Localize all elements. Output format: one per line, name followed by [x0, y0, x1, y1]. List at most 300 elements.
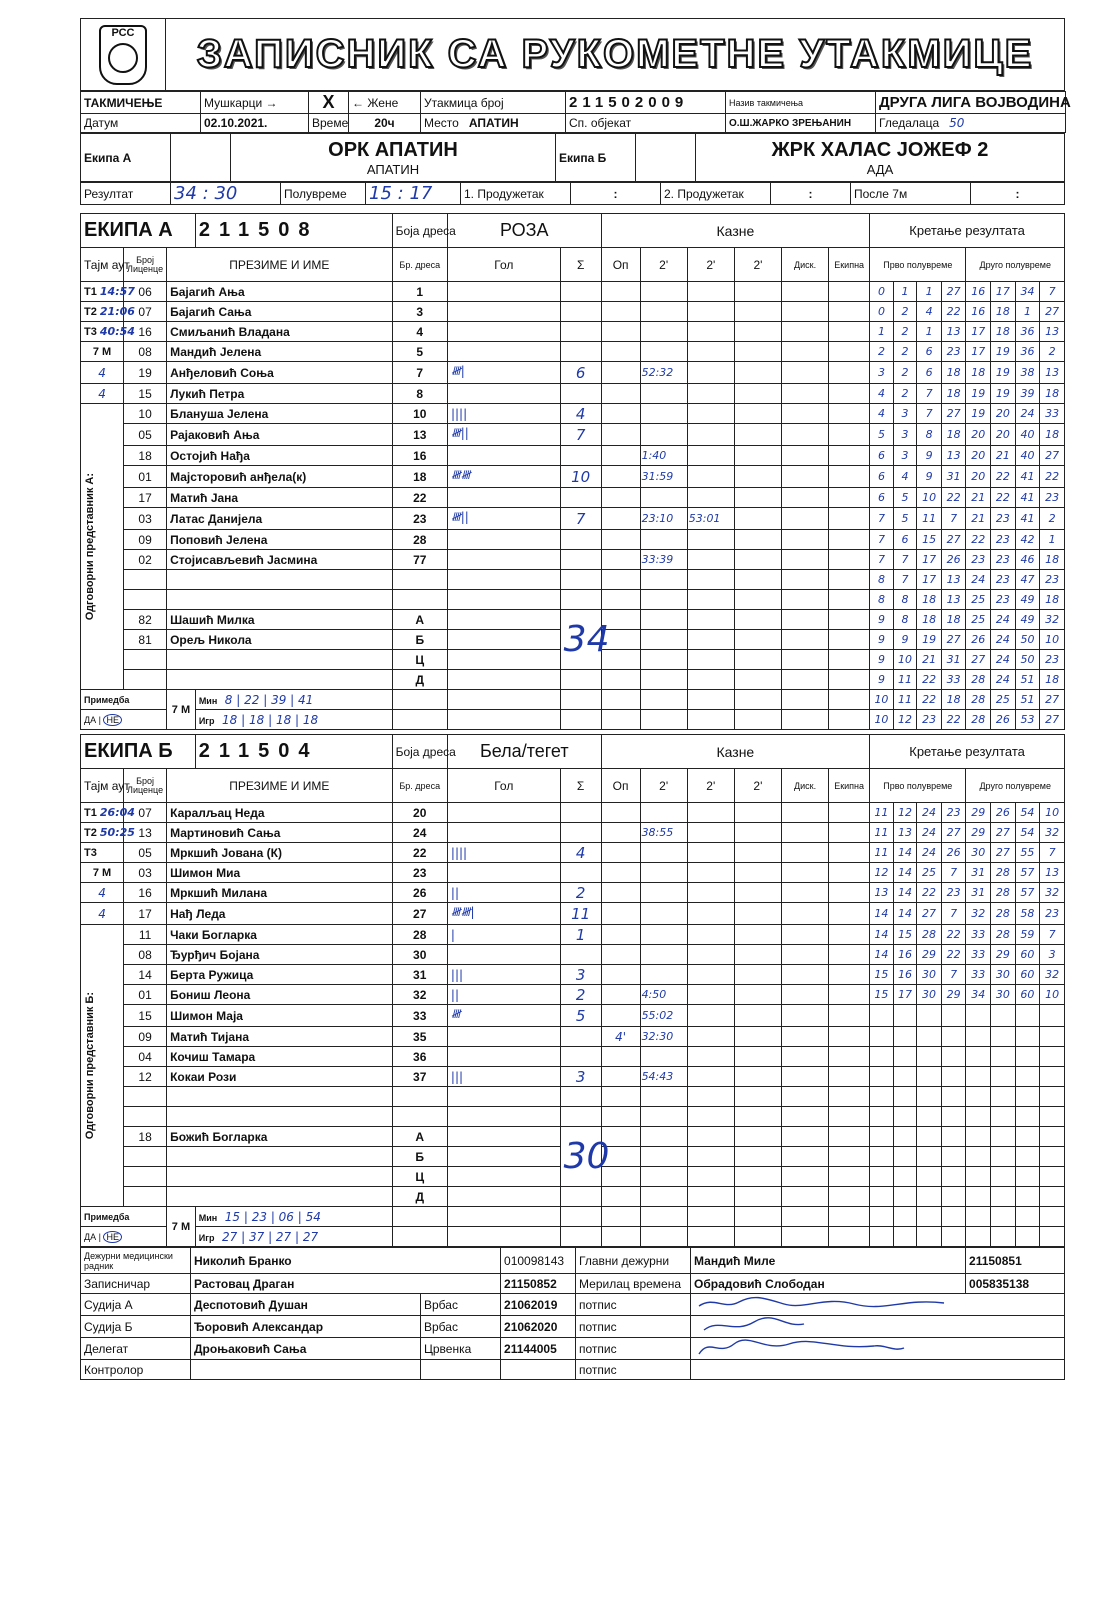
- goal-tally: [447, 322, 560, 342]
- ref-b-label: Судија Б: [81, 1316, 191, 1338]
- score-flow-cell: 12: [893, 803, 917, 823]
- timeout-slot: T3 40:54: [81, 322, 124, 342]
- score-flow-cell: 27: [966, 650, 991, 670]
- score-flow-cell: [917, 1087, 942, 1107]
- disqualification: [781, 1087, 828, 1107]
- score-flow-cell: 2: [893, 342, 917, 362]
- score-flow-cell: 11: [893, 690, 917, 710]
- disqualification: [782, 610, 829, 630]
- player-name: Кочиш Тамара: [167, 1047, 392, 1067]
- goal-tally: [447, 1047, 560, 1067]
- timeout-slot: T3: [81, 843, 124, 863]
- score-flow-cell: [1015, 1167, 1040, 1187]
- goal-tally: [447, 384, 560, 404]
- warning: [601, 985, 640, 1005]
- sum-header: Σ: [560, 769, 601, 803]
- score-flow-cell: 10: [1040, 803, 1065, 823]
- suspension-2: 53:01: [687, 508, 734, 530]
- score-flow-cell: 30: [966, 843, 991, 863]
- goal-tally: [447, 590, 560, 610]
- team-penalty: [829, 570, 870, 590]
- score-flow-cell: 28: [966, 670, 991, 690]
- suspension-2: [687, 650, 734, 670]
- goal-sum: [560, 282, 601, 302]
- score-flow-cell: 6: [870, 466, 894, 488]
- note-cell: [560, 710, 601, 730]
- score-flow-cell: [1040, 1027, 1065, 1047]
- team-penalty: [829, 446, 870, 466]
- match-no-label: Утакмица број: [421, 92, 566, 114]
- title-table: [80, 18, 1065, 91]
- goal-tally: |: [447, 925, 560, 945]
- medic-label: Дежурни медицински радник: [81, 1248, 191, 1274]
- score-flow-cell: [893, 1087, 917, 1107]
- jersey-header: Бр. дреса: [392, 248, 447, 282]
- score-flow-cell: 11: [870, 803, 894, 823]
- score-flow-cell: 1: [917, 282, 942, 302]
- score-flow-cell: 55: [1015, 843, 1040, 863]
- score-flow-cell: [1040, 1227, 1065, 1247]
- venue-value: О.Ш.ЖАРКО ЗРЕЊАНИН: [726, 114, 876, 133]
- jersey-number: 28: [392, 530, 447, 550]
- score-flow-cell: 1: [917, 322, 942, 342]
- score-flow-cell: [870, 1167, 894, 1187]
- disqualification: [782, 384, 829, 404]
- delegate-name: Дроњаковић Сања: [191, 1338, 421, 1360]
- score-flow-cell: [991, 1047, 1016, 1067]
- score-flow-header: Кретање резултата: [870, 214, 1065, 248]
- score-flow-cell: 23: [1040, 903, 1065, 925]
- license-number: 16: [124, 883, 167, 903]
- team-penalty: [829, 282, 870, 302]
- score-flow-cell: 22: [941, 925, 966, 945]
- warning: [601, 1087, 640, 1107]
- score-flow-cell: [941, 1147, 966, 1167]
- note-cell: [392, 690, 447, 710]
- score-flow-cell: 32: [1040, 823, 1065, 843]
- suspension-3: [734, 965, 781, 985]
- score-flow-cell: [917, 1227, 942, 1247]
- score-flow-cell: [1015, 1047, 1040, 1067]
- team-penalty: [829, 384, 870, 404]
- note-label: Примедба: [81, 690, 167, 710]
- spectators: Гледалаца 50: [876, 114, 1066, 133]
- sevenm-count: 4: [81, 883, 124, 903]
- score-flow-cell: 9: [870, 610, 894, 630]
- player-name: Стојисављевић Јасмина: [167, 550, 393, 570]
- goal-sum: 7: [560, 424, 601, 446]
- suspension-2: [687, 1167, 734, 1187]
- suspension-3: [734, 322, 781, 342]
- score-flow-cell: 15: [893, 925, 917, 945]
- score-flow-cell: 8: [870, 570, 894, 590]
- note-cell: [447, 1207, 560, 1227]
- team-penalty: [829, 530, 870, 550]
- team-penalty: [829, 803, 870, 823]
- score-flow-cell: 17: [917, 550, 942, 570]
- score-flow-cell: 17: [966, 342, 991, 362]
- team-code: 211504: [195, 735, 392, 769]
- team-penalty: [829, 670, 870, 690]
- goal-sum: [560, 530, 601, 550]
- score-flow-cell: 23: [991, 508, 1016, 530]
- score-flow-cell: 26: [941, 550, 966, 570]
- suspension-3: [734, 985, 781, 1005]
- suspension-1: [640, 610, 687, 630]
- suspension-1: [640, 803, 687, 823]
- score-flow-cell: 6: [917, 342, 942, 362]
- license-number: [124, 570, 167, 590]
- score-flow-cell: 0: [870, 302, 894, 322]
- suspension-1: [640, 282, 687, 302]
- score-flow-cell: 57: [1015, 883, 1040, 903]
- score-flow-cell: 22: [917, 670, 942, 690]
- goal-sum: [560, 823, 601, 843]
- score-flow-cell: 17: [966, 322, 991, 342]
- score-flow-cell: 22: [941, 945, 966, 965]
- two2-header: 2': [687, 248, 734, 282]
- suspension-1: 4:50: [640, 985, 687, 1005]
- goal-tally: [447, 282, 560, 302]
- score-flow-cell: 11: [917, 508, 942, 530]
- jersey-number: 26: [392, 883, 447, 903]
- score-flow-cell: 3: [870, 362, 894, 384]
- timeout-slot: T1 14:57: [81, 282, 124, 302]
- second-half-header: Друго полувреме: [966, 248, 1065, 282]
- score-flow-cell: 16: [966, 302, 991, 322]
- disqualification: [781, 985, 828, 1005]
- score-flow-cell: 22: [941, 710, 966, 730]
- goal-tally: [447, 446, 560, 466]
- score-flow-cell: 23: [941, 883, 966, 903]
- jersey-color: РОЗА: [447, 214, 601, 248]
- score-flow-cell: 24: [1015, 404, 1040, 424]
- score-flow-cell: 17: [893, 985, 917, 1005]
- warning: [601, 945, 640, 965]
- score-flow-cell: [991, 1107, 1016, 1127]
- note-cell: [687, 1207, 734, 1227]
- officials-label-cell: [81, 925, 124, 1207]
- score-flow-cell: [1015, 1127, 1040, 1147]
- player-name: Мартиновић Сања: [167, 823, 392, 843]
- score-flow-cell: [1040, 1047, 1065, 1067]
- player-name: Мандић Јелена: [167, 342, 393, 362]
- score-flow-cell: 36: [1015, 322, 1040, 342]
- medic-name: Николић Бранко: [191, 1248, 501, 1274]
- score-flow-cell: 13: [870, 883, 894, 903]
- scorer-license: 21150852: [501, 1274, 576, 1294]
- goal-tally: [447, 1127, 560, 1147]
- score-flow-cell: 26: [941, 843, 966, 863]
- note-cell: [640, 690, 687, 710]
- score-flow-cell: 7: [917, 404, 942, 424]
- team-penalty: [829, 965, 870, 985]
- disqualification: [781, 823, 828, 843]
- name-header: ПРЕЗИМЕ И ИМЕ: [167, 248, 393, 282]
- license-number: [124, 650, 167, 670]
- goal-sum: 3: [560, 1067, 601, 1087]
- team-b-name: ЖРК ХАЛАС ЈОЖЕФ 2 АДА: [696, 134, 1065, 182]
- score-flow-cell: 20: [966, 446, 991, 466]
- goal-header: Гол: [447, 248, 560, 282]
- score-flow-cell: 10: [1040, 985, 1065, 1005]
- warning: [601, 362, 640, 384]
- goal-sum: [560, 342, 601, 362]
- score-flow-cell: [917, 1127, 942, 1147]
- suspension-3: [734, 610, 781, 630]
- jersey-number: 20: [392, 803, 447, 823]
- score-flow-cell: 50: [1015, 630, 1040, 650]
- suspension-2: [687, 1127, 734, 1147]
- score-flow-cell: 27: [941, 530, 966, 550]
- note-cell: [601, 710, 640, 730]
- disqualification: [781, 1067, 828, 1087]
- score-flow-cell: 14: [893, 903, 917, 925]
- score-flow-cell: 17: [917, 570, 942, 590]
- team-penalty: [829, 404, 870, 424]
- score-flow-cell: 32: [1040, 883, 1065, 903]
- score-flow-cell: [870, 1187, 894, 1207]
- score-flow-cell: [917, 1107, 942, 1127]
- suspension-3: [734, 1005, 781, 1027]
- score-flow-cell: 2: [1040, 508, 1065, 530]
- score-flow-cell: 4: [870, 404, 894, 424]
- disqualification: [781, 883, 828, 903]
- score-flow-cell: [1015, 1227, 1040, 1247]
- controller-city: [421, 1360, 501, 1380]
- goal-tally: [447, 823, 560, 843]
- date-value: 02.10.2021.: [201, 114, 309, 133]
- jersey-number: 4: [392, 322, 447, 342]
- score-flow-cell: 18: [1040, 670, 1065, 690]
- goal-sum: [560, 1027, 601, 1047]
- disqualification: [782, 322, 829, 342]
- suspension-2: [687, 530, 734, 550]
- score-flow-cell: 27: [991, 843, 1016, 863]
- chief-label: Главни дежурни: [576, 1248, 691, 1274]
- goal-sum: [560, 1047, 601, 1067]
- score-flow-cell: [1040, 1067, 1065, 1087]
- score-flow-cell: [941, 1207, 966, 1227]
- warning: [601, 570, 640, 590]
- match-info-table: [80, 91, 1071, 133]
- score-flow-cell: 23: [991, 550, 1016, 570]
- signature-icon: [694, 1338, 954, 1356]
- ot1-score: :: [571, 183, 661, 205]
- goal-sum: [560, 590, 601, 610]
- team-penalty: [829, 945, 870, 965]
- score-flow-cell: 24: [991, 650, 1016, 670]
- score-flow-cell: 8: [893, 590, 917, 610]
- score-flow-cell: 9: [893, 630, 917, 650]
- goal-header: Гол: [447, 769, 560, 803]
- score-flow-cell: 20: [991, 404, 1016, 424]
- suspension-2: [687, 823, 734, 843]
- goal-tally: 𝍸|: [447, 362, 560, 384]
- score-flow-cell: 22: [991, 488, 1016, 508]
- score-flow-cell: [893, 1227, 917, 1247]
- jersey-number: 3: [392, 302, 447, 322]
- note-cell: [734, 690, 781, 710]
- player-name: [167, 570, 393, 590]
- score-flow-cell: 7: [941, 863, 966, 883]
- suspension-2: [687, 803, 734, 823]
- goal-tally: 𝍸||: [447, 424, 560, 446]
- suspension-1: 52:32: [640, 362, 687, 384]
- suspension-3: [734, 530, 781, 550]
- score-flow-cell: 49: [1015, 590, 1040, 610]
- score-flow-cell: 7: [1040, 925, 1065, 945]
- score-flow-cell: 2: [870, 342, 894, 362]
- goal-tally: [447, 302, 560, 322]
- score-flow-cell: 11: [893, 670, 917, 690]
- score-flow-cell: 18: [1040, 590, 1065, 610]
- suspension-3: [734, 590, 781, 610]
- score-flow-cell: 23: [991, 570, 1016, 590]
- ot2-score: :: [771, 183, 851, 205]
- delegate-signature: [691, 1338, 1065, 1360]
- note-cell: [601, 690, 640, 710]
- score-flow-cell: [991, 1027, 1016, 1047]
- suspension-3: [734, 945, 781, 965]
- jersey-number: 27: [392, 903, 447, 925]
- score-flow-cell: 9: [870, 650, 894, 670]
- score-flow-cell: 22: [917, 883, 942, 903]
- ot1-label: 1. Продужетак: [461, 183, 571, 205]
- sevenm-count: 4: [81, 362, 124, 384]
- player-name: [167, 650, 393, 670]
- goal-sum: 5: [560, 1005, 601, 1027]
- team-penalty: [829, 322, 870, 342]
- suspension-1: 38:55: [640, 823, 687, 843]
- goal-sum: [560, 1087, 601, 1107]
- score-flow-cell: [893, 1005, 917, 1027]
- timeout-slot: T1 26:04: [81, 803, 124, 823]
- score-flow-cell: [991, 1005, 1016, 1027]
- teams-table: [80, 133, 1065, 182]
- team-penalty: [829, 1067, 870, 1087]
- score-flow-cell: [870, 1087, 894, 1107]
- timer-label: Мерилац времена: [576, 1274, 691, 1294]
- warning: [601, 508, 640, 530]
- goal-sum: [560, 670, 601, 690]
- player-name: Шимон Миа: [167, 863, 392, 883]
- score-flow-cell: 27: [941, 282, 966, 302]
- score-flow-cell: 6: [893, 530, 917, 550]
- sevenm-label: 7 М: [81, 863, 124, 883]
- suspension-3: [734, 650, 781, 670]
- score-flow-cell: [966, 1107, 991, 1127]
- venue-label: Сп. објекат: [566, 114, 726, 133]
- license-number: 19: [124, 362, 167, 384]
- note-cell: [829, 710, 870, 730]
- team-penalty: [829, 843, 870, 863]
- score-flow-cell: 8: [893, 610, 917, 630]
- jersey-number: 1: [392, 282, 447, 302]
- score-flow-cell: 2: [893, 384, 917, 404]
- warning: [601, 550, 640, 570]
- two3-header: 2': [734, 769, 781, 803]
- score-flow-cell: 30: [917, 965, 942, 985]
- suspension-3: [734, 1107, 781, 1127]
- score-flow-cell: 28: [966, 710, 991, 730]
- suspension-2: [687, 863, 734, 883]
- score-flow-cell: 13: [1040, 322, 1065, 342]
- score-flow-cell: 7: [941, 903, 966, 925]
- score-flow-cell: [893, 1147, 917, 1167]
- suspension-3: [734, 282, 781, 302]
- disqualification: [781, 903, 828, 925]
- goal-tally: [447, 1187, 560, 1207]
- disqualification: [782, 550, 829, 570]
- score-flow-cell: 36: [1015, 342, 1040, 362]
- team-penalty: [829, 903, 870, 925]
- goal-tally: |||: [447, 1067, 560, 1087]
- score-flow-cell: 23: [991, 530, 1016, 550]
- score-flow-cell: 30: [917, 985, 942, 1005]
- score-flow-cell: 18: [917, 590, 942, 610]
- goal-tally: [447, 610, 560, 630]
- score-flow-cell: [893, 1067, 917, 1087]
- score-flow-cell: [917, 1187, 942, 1207]
- score-flow-cell: 12: [870, 863, 894, 883]
- jersey-header: Бр. дреса: [392, 769, 447, 803]
- suspension-2: [687, 322, 734, 342]
- team-penalty: [829, 1087, 870, 1107]
- goal-sum: 4: [560, 404, 601, 424]
- jersey-number: 33: [392, 1005, 447, 1027]
- goal-tally: ||||: [447, 404, 560, 424]
- score-flow-cell: 22: [917, 690, 942, 710]
- suspension-1: [640, 424, 687, 446]
- score-flow-cell: 29: [941, 985, 966, 1005]
- warning: [601, 590, 640, 610]
- score-flow-cell: 18: [966, 362, 991, 384]
- license-number: 09: [124, 1027, 167, 1047]
- penalties-header: Казне: [601, 735, 870, 769]
- score-flow-cell: 28: [991, 925, 1016, 945]
- suspension-3: [734, 508, 781, 530]
- suspension-3: [734, 466, 781, 488]
- score-flow-cell: 28: [966, 690, 991, 710]
- goal-sum: [560, 446, 601, 466]
- goal-tally: 𝍸𝍸|: [447, 903, 560, 925]
- score-flow-cell: 0: [870, 282, 894, 302]
- jersey-number: Ц: [392, 650, 447, 670]
- score-flow-cell: [1015, 1087, 1040, 1107]
- license-number: 15: [124, 1005, 167, 1027]
- score-flow-cell: 1: [893, 282, 917, 302]
- note-cell: [829, 1227, 870, 1247]
- suspension-1: 31:59: [640, 466, 687, 488]
- signature-icon: [694, 1294, 954, 1312]
- jersey-number: 32: [392, 985, 447, 1005]
- score-flow-cell: 18: [1040, 384, 1065, 404]
- ref-b-license: 21062020: [501, 1316, 576, 1338]
- suspension-1: [640, 1087, 687, 1107]
- warning: [601, 965, 640, 985]
- goal-sum: 6: [560, 362, 601, 384]
- score-flow-cell: [917, 1005, 942, 1027]
- note-cell: [829, 690, 870, 710]
- score-flow-cell: [1015, 1207, 1040, 1227]
- score-flow-cell: 7: [893, 550, 917, 570]
- disqualification: [781, 1127, 828, 1147]
- suspension-2: [687, 1107, 734, 1127]
- score-flow-cell: [966, 1005, 991, 1027]
- score-flow-cell: 24: [917, 823, 942, 843]
- logo-cell: [81, 19, 166, 91]
